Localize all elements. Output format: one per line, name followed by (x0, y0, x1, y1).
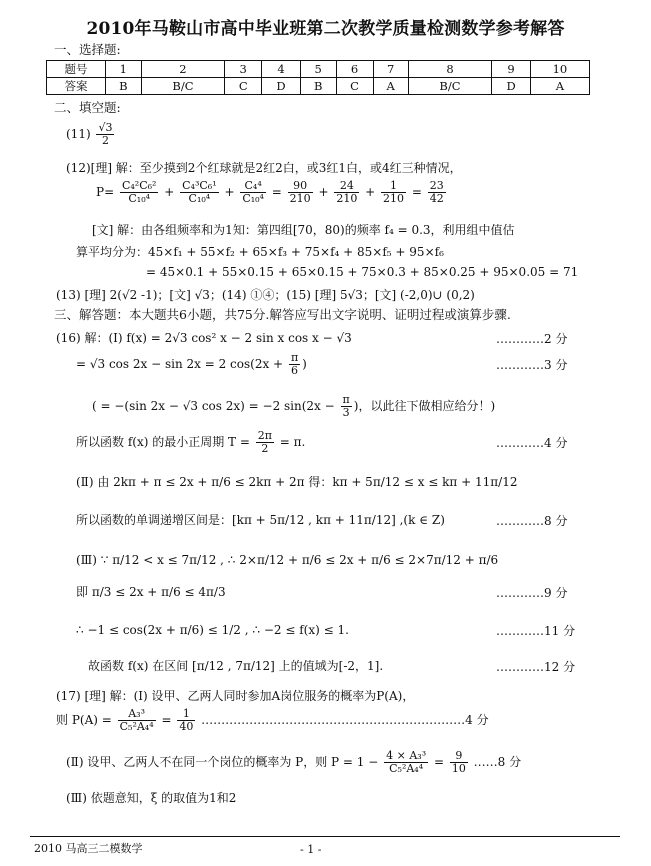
table-cell: 10 (530, 61, 589, 78)
fraction-denominator: 210 (336, 192, 358, 205)
fraction (240, 180, 266, 205)
formula-text: 所以函数 f(x) 的最小正周期 T = (76, 435, 250, 449)
fraction-denominator: C₁₀⁴ (128, 192, 151, 205)
fraction-denominator: 40 (179, 720, 194, 733)
table-row (47, 78, 590, 95)
q16-score-2: …………2 分 (496, 332, 568, 346)
q13-15-answers: (13) [理] 2(√2 -1)；[文] √3；(14) ①④；(15) [理] 5√3；[文] (-2,0)∪ (0,2) (56, 288, 475, 302)
p-label: P= (96, 185, 115, 199)
q12-probability-formula: P= $\frac{\text{C₄²C₆²}}{\text{C₁₀⁴}}$ + $\frac{\text{C₄³C₆¹}}{\text{C₁₀⁴}}$ + $\frac{\text{C₄⁴}}{\text{C₁₀⁴}}$ = $\frac{90}{210}$ + $\frac{24}{210}$ + $\frac{1}{210}$ = $\frac{23}{42}$ (96, 179, 444, 205)
page-title: 2010年马鞍山市高中毕业班第二次教学质量检测数学参考解答 (86, 19, 565, 39)
fraction-numerator: 23 (429, 179, 444, 192)
fraction-numerator: C₄⁴ (240, 180, 266, 193)
fraction (118, 708, 156, 733)
q16-score-12: …………12 分 (496, 660, 576, 674)
q16-score-11: …………11 分 (496, 624, 576, 638)
section-choice-heading: 一、选择题: (54, 42, 121, 57)
formula-text: ) (302, 357, 307, 371)
section-solve-heading: 三、解答题：本大题共6小题，共75分.解答应写出文字说明、证明过程或演算步骤. (54, 307, 511, 322)
fraction-numerator: π (342, 393, 350, 406)
table-header-cell: 题号 (47, 61, 106, 78)
fraction (177, 708, 195, 733)
fraction-numerator: π (290, 351, 299, 364)
fraction-numerator: 1 (381, 180, 406, 193)
q11-fraction (96, 122, 114, 147)
formula-text: 则 P(A) = (56, 713, 112, 727)
fraction-numerator: 90 (288, 180, 313, 193)
fraction-denominator: 3 (342, 406, 350, 419)
q17-line1: (17) [理] 解：(Ⅰ) 设甲、乙两人同时参加A岗位服务的概率为P(A)， (56, 689, 415, 703)
q16-score-8: …………8 分 (496, 514, 568, 528)
fraction (384, 750, 428, 775)
q12-wen-line3: = 45×0.1 + 55×0.15 + 65×0.15 + 75×0.3 + 85×0.25 + 95×0.05 = 71 (146, 265, 579, 279)
fraction-denominator: C₁₀⁴ (188, 192, 211, 205)
fraction (289, 352, 300, 377)
table-cell: 4 (262, 61, 301, 78)
q17-line2 (56, 708, 489, 733)
fraction (428, 180, 446, 205)
q16-line6: 所以函数的单调递增区间是：[kπ + 5π/12 , kπ + 11π/12] ,(k ∈ Z) (76, 513, 445, 527)
fraction-denominator: 2 (261, 442, 269, 455)
fraction-denominator: C₅²A₄⁴ (389, 762, 424, 775)
fraction-denominator: 2 (101, 134, 109, 147)
q17-line3 (66, 750, 521, 775)
table-cell: 3 (225, 61, 262, 78)
formula-text: )，以此往下做相应给分！) (353, 399, 496, 413)
q16-line4 (76, 430, 305, 455)
table-cell: B (106, 78, 142, 95)
table-cell: 8 (408, 61, 492, 78)
table-cell: 2 (141, 61, 225, 78)
fraction-denominator: C₅²A₄⁴ (119, 720, 154, 733)
fraction-numerator: √3 (98, 121, 113, 134)
fraction-numerator: 2π (257, 429, 272, 442)
q11-label: (11) (66, 127, 91, 141)
fraction (180, 180, 218, 205)
q16-line8: 即 π/3 ≤ 2x + π/6 ≤ 4π/3 (76, 585, 226, 599)
fraction (341, 394, 352, 419)
fraction-numerator: 1 (177, 708, 195, 721)
fraction-numerator: C₄³C₆¹ (182, 179, 217, 192)
fraction (450, 750, 468, 775)
fraction-denominator: 210 (289, 192, 311, 205)
table-cell: 9 (492, 61, 531, 78)
table-cell: C (225, 78, 262, 95)
fraction-numerator: C₄²C₆² (121, 179, 157, 192)
page-number: - 1 - (300, 843, 322, 856)
table-cell: B/C (408, 78, 492, 95)
table-cell: A (530, 78, 589, 95)
q17-score-4: …………………………………………………………4 分 (201, 713, 489, 727)
q16-line10: 故函数 f(x) 在区间 [π/12 , 7π/12] 上的值域为[-2，1]. (88, 659, 384, 673)
fraction-denominator: 210 (383, 192, 405, 205)
q12-intro: (12)[理] 解：至少摸到2个红球就是2红2白，或3红1白，或4红三种情况， (66, 161, 462, 175)
table-cell: B (300, 78, 336, 95)
fraction (256, 430, 274, 455)
table-cell: C (336, 78, 373, 95)
fraction-denominator: C₁₀⁴ (242, 192, 264, 205)
q12-wen-line2: 算平均分为：45×f₁ + 55×f₂ + 65×f₃ + 75×f₄ + 85×f₅ + 95×f₆ (76, 245, 444, 259)
q16-line9: ∴ −1 ≤ cos(2x + π/6) ≤ 1/2 , ∴ −2 ≤ f(x) ≤ 1. (76, 623, 349, 637)
footer-label: 2010 马高三二模数学 (34, 842, 143, 855)
fraction (381, 180, 406, 205)
fraction-numerator: A₃³ (118, 708, 156, 721)
formula-text: (Ⅱ) 设甲、乙两人不在同一个岗位的概率为 P，则 P = 1 − (66, 755, 379, 769)
q16-line2 (76, 352, 307, 377)
fraction-denominator: 42 (429, 192, 444, 205)
table-cell: 5 (300, 61, 336, 78)
fraction-denominator: 6 (291, 364, 299, 377)
q16-score-4: …………4 分 (496, 436, 568, 450)
table-cell: D (262, 78, 301, 95)
q16-line1: (16) 解：(Ⅰ) f(x) = 2√3 cos² x − 2 sin x cos x − √3 (56, 331, 352, 345)
table-cell: 7 (373, 61, 408, 78)
q17-score-8: ……8 分 (473, 755, 522, 769)
fraction-numerator: 24 (334, 180, 359, 193)
table-row (47, 61, 590, 78)
q16-line7: (Ⅲ) ∵ π/12 < x ≤ 7π/12 , ∴ 2×π/12 + π/6 ≤ 2x + π/6 ≤ 2×7π/12 + π/6 (76, 553, 499, 567)
q16-line3 (92, 394, 495, 419)
q12-wen-line1: [文] 解：由各组频率和为1知：第四组[70，80)的频率 f₄ = 0.3，利用组中值估 (92, 223, 515, 237)
table-cell: 6 (336, 61, 373, 78)
table-header-cell: 答案 (47, 78, 106, 95)
fraction (334, 180, 359, 205)
fraction (120, 180, 158, 205)
table-cell: B/C (141, 78, 225, 95)
formula-text: = (161, 713, 172, 727)
formula-text: = π. (279, 435, 306, 449)
fraction (288, 180, 313, 205)
footer-divider (30, 836, 620, 837)
table-cell: A (373, 78, 408, 95)
table-cell: D (492, 78, 531, 95)
formula-text: ( = −(sin 2x − √3 cos 2x) = −2 sin(2x − (92, 399, 335, 413)
q16-score-3: …………3 分 (496, 358, 568, 372)
table-cell: 1 (106, 61, 142, 78)
q16-score-9: …………9 分 (496, 586, 568, 600)
fraction-denominator: 10 (451, 762, 466, 775)
q17-line4: (Ⅲ) 依题意知，ξ 的取值为1和2 (66, 791, 237, 805)
q11-answer (66, 122, 116, 147)
q16-line5: (Ⅱ) 由 2kπ + π ≤ 2x + π/6 ≤ 2kπ + 2π 得：kπ + 5π/12 ≤ x ≤ kπ + 11π/12 (76, 475, 518, 489)
fraction-numerator: 9 (450, 750, 468, 763)
fraction-numerator: 4 × A₃³ (386, 749, 427, 762)
answer-table (46, 60, 590, 95)
formula-text: = (433, 755, 445, 769)
formula-text: = √3 cos 2x − sin 2x = 2 cos(2x + (76, 357, 284, 371)
section-fill-heading: 二、填空题: (54, 100, 121, 115)
